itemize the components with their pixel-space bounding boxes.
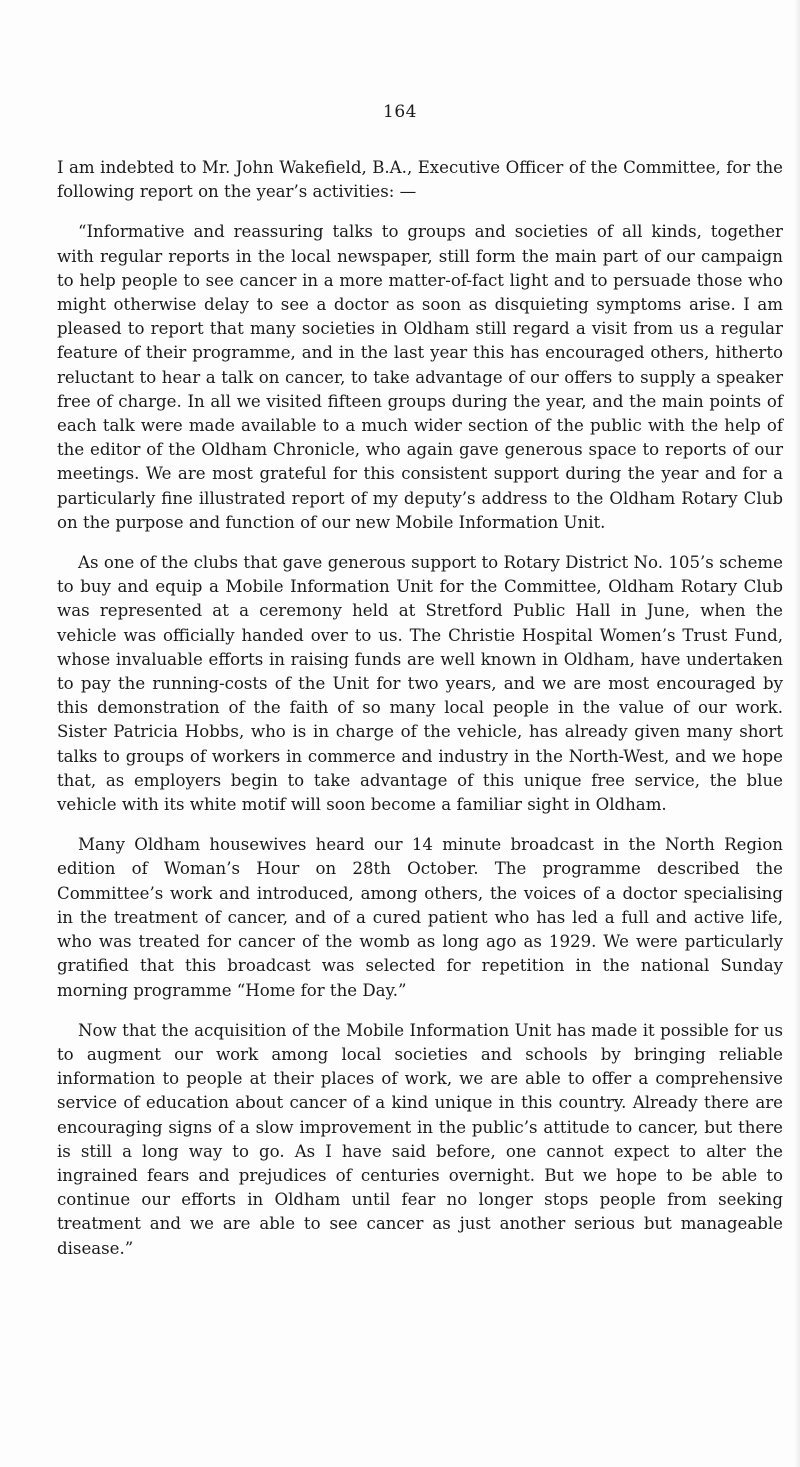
paragraph-broadcast: Many Oldham housewives heard our 14 minute broadcast in the North Region edition of Woman’s Hour on 28th October. The programme described the Committee’s work and introduced, among others, the voices of a doctor specialising in the treatment of cancer, and of a cured patient who has led a full and active life, who was treated for cancer of the womb as long ago as 1929. We were particularly gratified that this broadcast was selected for repetition in the national Sunday morning programme “Home for the Day.”: [57, 835, 783, 1000]
page-edge-shadow: [794, 0, 800, 1467]
paragraph-talks: “Informative and reassuring talks to groups and societies of all kinds, together with regular reports in the local newspaper, still form the main part of our campaign to help people to see cancer in a more matter-of-fact light and to persuade those who might otherwise delay to see a doctor as soon as disquieting symptoms arise. I am pleased to report that many societies in Oldham still regard a visit from us a regular feature of their programme, and in the last year this has encouraged others, hitherto reluctant to hear a talk on cancer, to take advantage of our offers to supply a speaker free of charge. In all we visited fifteen groups during the year, and the main points of each talk were made available to a much wider section of the public with the help of the editor of the Oldham Chronicle, who again gave generous space to reports of our meetings. We are most grateful for this consistent support during the year and for a particularly fine illustrated report of my deputy’s address to the Oldham Rotary Club on the purpose and function of our new Mobile Information Unit.: [57, 222, 783, 532]
paragraph-conclusion: Now that the acquisition of the Mobile Information Unit has made it possible for us to augment our work among local societies and schools by bringing reliable information to people at their places of work, we are able to offer a comprehensive service of education about cancer of a kind unique in this country. Already there are encouraging signs of a slow improvement in the public’s attitude to cancer, but there is still a long way to go. As I have said before, one cannot expect to alter the ingrained fears and prejudices of centuries overnight. But we hope to be able to continue our efforts in Oldham until fear no longer stops people from seeking treatment and we are able to see cancer as just another serious but manageable disease.”: [57, 1020, 783, 1258]
page-number: 164: [383, 102, 417, 122]
body-text: [57, 156, 783, 1277]
paragraph-intro: I am indebted to Mr. John Wakefield, B.A., Executive Officer of the Committee, for the following report on the year’s activities: —: [57, 158, 783, 202]
paragraph-mobile-unit: As one of the clubs that gave generous support to Rotary District No. 105’s scheme to buy and equip a Mobile Information Unit for the Committee, Oldham Rotary Club was represented at a ceremony held at Stretford Public Hall in June, when the vehicle was officially handed over to us. The Christie Hospital Women’s Trust Fund, whose invaluable efforts in raising funds are well known in Oldham, have undertaken to pay the running-costs of the Unit for two years, and we are most encouraged by this demonstration of the faith of so many local people in the value of our work. Sister Patricia Hobbs, who is in charge of the vehicle, has already given many short talks to groups of workers in commerce and industry in the North-West, and we hope that, as employers begin to take advantage of this unique free service, the blue vehicle with its white motif will soon become a familiar sight in Oldham.: [57, 553, 783, 815]
